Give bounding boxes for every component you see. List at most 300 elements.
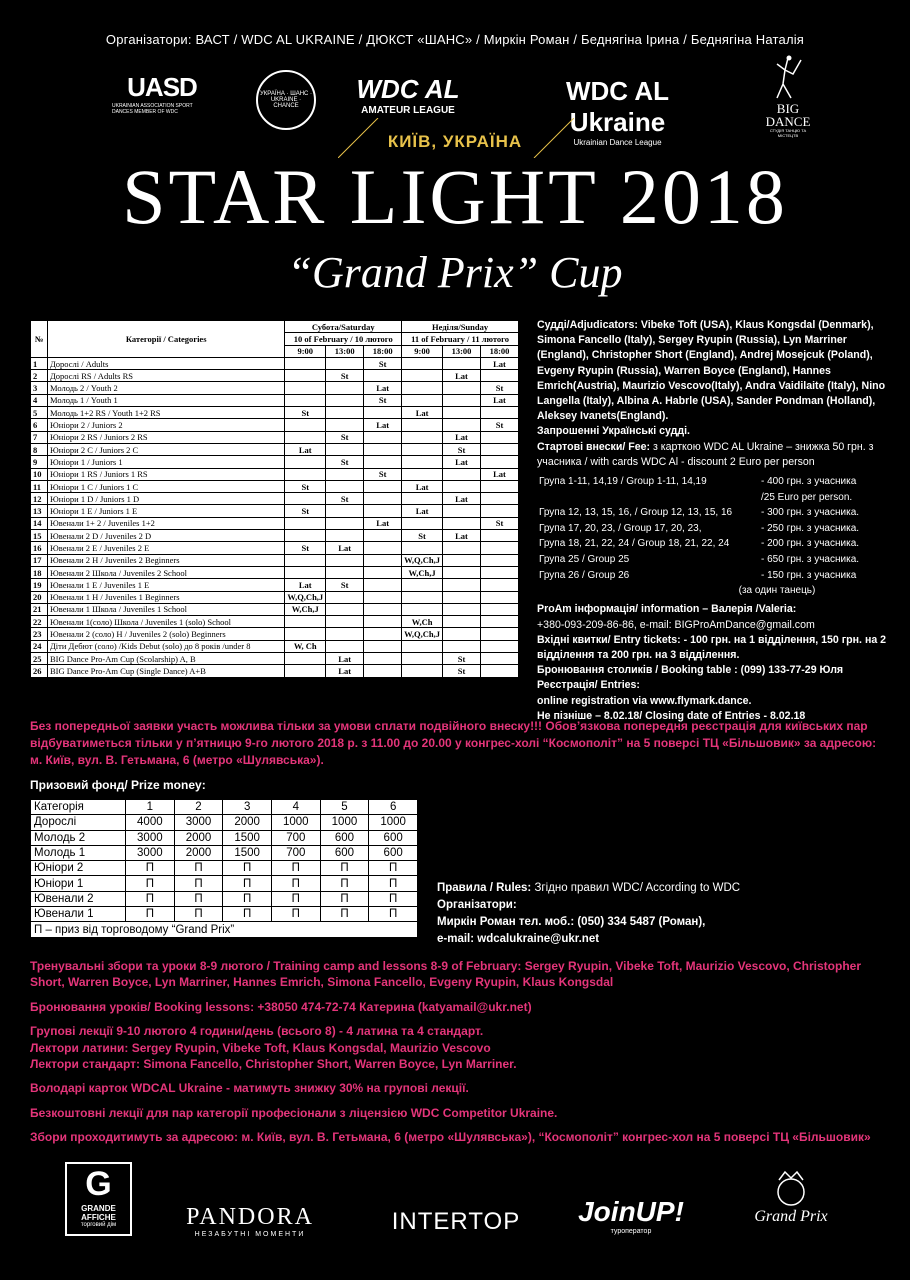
schedule-cell bbox=[402, 493, 443, 505]
pandora-logo bbox=[180, 1204, 320, 1238]
schedule-cell bbox=[481, 480, 519, 492]
fee-row bbox=[537, 521, 887, 537]
fee-list bbox=[537, 474, 887, 583]
prize-title: Призовий фонд/ Prize money: bbox=[30, 778, 206, 792]
schedule-cell: St bbox=[443, 665, 481, 677]
schedule-cell bbox=[364, 443, 402, 455]
prize-row bbox=[31, 861, 418, 876]
schedule-row-number: 14 bbox=[31, 517, 48, 529]
schedule-cell bbox=[285, 394, 326, 406]
entry-tickets: Вхідні квитки/ Entry tickets: - 100 грн. на 1 відділення, 150 грн. на 2 відділення та 200 грн. на 3 відділення. bbox=[537, 633, 887, 661]
schedule-cell: St bbox=[481, 517, 519, 529]
fee-group: Група 25 / Group 25 bbox=[539, 554, 630, 565]
grand-prix-logo-text: Grand Prix bbox=[754, 1208, 828, 1225]
schedule-cell bbox=[481, 505, 519, 517]
schedule-cell bbox=[402, 468, 443, 480]
schedule-row-number: 23 bbox=[31, 628, 48, 640]
schedule-row bbox=[31, 357, 519, 369]
schedule-cell bbox=[364, 616, 402, 628]
prize-value: П bbox=[320, 907, 369, 922]
schedule-cell bbox=[443, 616, 481, 628]
schedule-cell bbox=[364, 653, 402, 665]
schedule-row-number: 5 bbox=[31, 407, 48, 419]
bottom-paragraph: Володарі карток WDCAL Ukraine - матимуть знижку 30% на групові лекції. bbox=[30, 1081, 469, 1096]
schedule-cell bbox=[326, 394, 364, 406]
dancer-icon bbox=[773, 54, 803, 100]
schedule-cell: W, Ch bbox=[285, 640, 326, 652]
event-title: STAR LIGHT 2018 bbox=[122, 153, 788, 240]
schedule-cell bbox=[402, 653, 443, 665]
schedule-cell bbox=[402, 419, 443, 431]
prize-value: П bbox=[369, 891, 418, 906]
bigdance-logo-text: BIG DANCE bbox=[765, 101, 811, 129]
schedule-cell bbox=[443, 382, 481, 394]
schedule-cell: St bbox=[285, 505, 326, 517]
prize-value: П bbox=[369, 861, 418, 876]
schedule-cell bbox=[285, 431, 326, 443]
fee-row bbox=[537, 490, 887, 506]
schedule-cell bbox=[364, 542, 402, 554]
schedule-category: Юніори 1 / Juniors 1 bbox=[48, 456, 285, 468]
schedule-cell bbox=[402, 382, 443, 394]
prize-header-cell: 2 bbox=[174, 800, 223, 815]
prize-value: П bbox=[126, 876, 175, 891]
schedule-cell bbox=[326, 407, 364, 419]
wdcal-logo-text: WDC AL bbox=[356, 74, 460, 104]
schedule-cell bbox=[481, 370, 519, 382]
schedule-time-header: 9:00 bbox=[402, 345, 443, 357]
info-block bbox=[537, 318, 887, 724]
judges-text: Судді/Adjudicators: Vibeke Toft (USA), Klaus Kongsdal (Denmark), Simona Fancello (Italy), Sergey Ryupin (Russia), Lyn Marriner (England), Christopher Short (England), Andrej Mosejcuk (Poland), Evgeny Ryupin (Russia), Warren Boyce (England), Hannes Emrich(Austria), Maurizio Vescovo(Italy), Andra Vaidilaite (Italy), Nino Langella (Italy), Albina A. Habrle (USA), Sander Pondman (Holland), Aleksey Ivanets(England). bbox=[537, 319, 886, 423]
schedule-row-number: 18 bbox=[31, 566, 48, 578]
schedule-row-number: 19 bbox=[31, 579, 48, 591]
prize-value: П bbox=[320, 891, 369, 906]
schedule-cell: W,Q,Ch,J bbox=[285, 591, 326, 603]
schedule-cell bbox=[326, 382, 364, 394]
grande-affiche-logo bbox=[65, 1162, 132, 1236]
fee-group: Група 18, 21, 22, 24 / Group 18, 21, 22, 24 bbox=[539, 538, 730, 550]
schedule-cell: St bbox=[443, 653, 481, 665]
schedule-category: Юніори 2 / Juniors 2 bbox=[48, 419, 285, 431]
prize-value: П bbox=[174, 891, 223, 906]
schedule-cell bbox=[285, 419, 326, 431]
rules-organizers-label: Організатори: bbox=[437, 899, 517, 911]
schedule-cell bbox=[443, 603, 481, 615]
schedule-row bbox=[31, 530, 519, 542]
prize-category: Ювенали 2 bbox=[31, 891, 126, 906]
schedule-cell bbox=[402, 640, 443, 652]
schedule-cell bbox=[402, 456, 443, 468]
schedule-row bbox=[31, 468, 519, 480]
pandora-logo-caption: НЕЗАБУТНІ МОМЕНТИ bbox=[194, 1231, 306, 1238]
schedule-cell bbox=[364, 603, 402, 615]
schedule-row-number: 6 bbox=[31, 419, 48, 431]
prize-value: П bbox=[126, 891, 175, 906]
joinup-logo-text: JoinUP! bbox=[578, 1196, 684, 1227]
schedule-cell bbox=[443, 579, 481, 591]
wdcal-ukraine-logo-caption: Ukrainian Dance League bbox=[573, 138, 662, 147]
prize-value: 1000 bbox=[320, 815, 369, 830]
uasd-logo-text: UASD bbox=[127, 72, 197, 102]
schedule-cell: St bbox=[443, 443, 481, 455]
schedule-cell: St bbox=[481, 419, 519, 431]
fee-row bbox=[537, 505, 887, 521]
schedule-time-header: 13:00 bbox=[443, 345, 481, 357]
fee-group: Група 26 / Group 26 bbox=[539, 569, 630, 581]
prize-value: П bbox=[320, 861, 369, 876]
schedule-row-number: 15 bbox=[31, 530, 48, 542]
schedule-row bbox=[31, 431, 519, 443]
wdcal-ukraine-logo bbox=[515, 76, 720, 147]
schedule-cell: St bbox=[326, 579, 364, 591]
schedule-category: Ювенали 2 Н / Juveniles 2 Beginners bbox=[48, 554, 285, 566]
prize-header-cell: 1 bbox=[126, 800, 175, 815]
schedule-cell: St bbox=[364, 468, 402, 480]
wdcal-logo-caption: AMATEUR LEAGUE bbox=[361, 105, 455, 116]
schedule-cell bbox=[285, 628, 326, 640]
rules-line: Правила / Rules: Згідно правил WDC/ According to WDC bbox=[437, 882, 741, 894]
fee-price: - 150 грн. з учасника bbox=[761, 569, 857, 581]
schedule-cell bbox=[364, 456, 402, 468]
schedule-row bbox=[31, 665, 519, 677]
prize-value: 1000 bbox=[369, 815, 418, 830]
schedule-cell bbox=[285, 517, 326, 529]
schedule-cell bbox=[481, 579, 519, 591]
schedule-row-number: 10 bbox=[31, 468, 48, 480]
schedule-cell: St bbox=[402, 530, 443, 542]
grande-affiche-caption: торговий дім bbox=[80, 1222, 117, 1228]
schedule-row bbox=[31, 443, 519, 455]
schedule-row-number: 8 bbox=[31, 443, 48, 455]
schedule-cell: Lat bbox=[443, 493, 481, 505]
fee-group bbox=[537, 490, 761, 506]
schedule-cell bbox=[481, 554, 519, 566]
schedule-cell bbox=[326, 591, 364, 603]
schedule-cell bbox=[364, 505, 402, 517]
schedule-cell bbox=[326, 357, 364, 369]
fee-text: Стартові внески/ Fee: з карткою WDC AL Ukraine – знижка 50 грн. з учасника / with cards WDC Al - discount 2 Euro per person bbox=[537, 440, 874, 468]
schedule-cell bbox=[481, 431, 519, 443]
schedule-category: Діти Дебют (соло) /Kids Debut (solo) до 8 років /under 8 bbox=[48, 640, 285, 652]
prize-header-cell: Категорія bbox=[31, 800, 126, 815]
schedule-cell bbox=[443, 407, 481, 419]
schedule-cell bbox=[326, 517, 364, 529]
prize-row bbox=[31, 876, 418, 891]
schedule-row-number: 7 bbox=[31, 431, 48, 443]
registration-notice: Без попередньої заявки участь можлива тільки за умови сплати подвійного внеску!!! Обов’язкова попередня реєстрація для київських пар відбуватиметься тільки у п’ятницю 9-го лютого 2018 р. з 11.00 до 20.00 у конгрес-холі “Космополіт” на 5 поверсі ТЦ «Більшовик» за адресою: м. Київ, вул. В. Гетьмана, 6 (метро «Шулявська»). bbox=[30, 719, 877, 767]
prize-value: 600 bbox=[369, 830, 418, 845]
prize-value: П bbox=[271, 876, 320, 891]
schedule-cell bbox=[285, 370, 326, 382]
schedule-row bbox=[31, 628, 519, 640]
schedule-cell: St bbox=[364, 394, 402, 406]
schedule-cell bbox=[443, 628, 481, 640]
proam-info: ProAm інформація/ information – Валерія /Valeria: bbox=[537, 603, 797, 616]
prize-row bbox=[31, 907, 418, 922]
pandora-logo-text: PANDORA bbox=[186, 1204, 314, 1230]
schedule-cell: W,Q,Ch,J bbox=[402, 628, 443, 640]
schedule-row bbox=[31, 616, 519, 628]
schedule-cell bbox=[443, 419, 481, 431]
schedule-row bbox=[31, 640, 519, 652]
schedule-saturday-date: 10 of February / 10 лютого bbox=[285, 333, 402, 345]
schedule-category: Молодь 1+2 RS / Youth 1+2 RS bbox=[48, 407, 285, 419]
schedule-cell bbox=[443, 517, 481, 529]
schedule-row bbox=[31, 456, 519, 468]
schedule-cell bbox=[443, 505, 481, 517]
prize-value: 2000 bbox=[223, 815, 272, 830]
schedule-cell bbox=[285, 566, 326, 578]
schedule-cell bbox=[285, 382, 326, 394]
prize-value: 1500 bbox=[223, 845, 272, 860]
schedule-category: Молодь 2 / Youth 2 bbox=[48, 382, 285, 394]
schedule-cell: St bbox=[326, 370, 364, 382]
schedule-cell bbox=[326, 530, 364, 542]
schedule-cell bbox=[326, 480, 364, 492]
schedule-cell bbox=[285, 616, 326, 628]
schedule-cell bbox=[481, 603, 519, 615]
schedule-time-header: 9:00 bbox=[285, 345, 326, 357]
schedule-cell bbox=[326, 419, 364, 431]
schedule-row bbox=[31, 480, 519, 492]
prize-value: 700 bbox=[271, 845, 320, 860]
prize-table bbox=[30, 799, 418, 938]
schedule-category: BIG Dance Pro-Am Cup (Single Dance) A+B bbox=[48, 665, 285, 677]
schedule-cell bbox=[402, 517, 443, 529]
prize-row bbox=[31, 891, 418, 906]
schedule-row bbox=[31, 653, 519, 665]
schedule-cell bbox=[443, 554, 481, 566]
schedule-cell bbox=[364, 566, 402, 578]
prize-value: П bbox=[223, 891, 272, 906]
prize-value: П bbox=[369, 907, 418, 922]
schedule-row-number: 25 bbox=[31, 653, 48, 665]
schedule-cell bbox=[364, 640, 402, 652]
fee-price: - 400 грн. з учасника bbox=[761, 476, 857, 488]
schedule-cell: W,Ch,J bbox=[402, 566, 443, 578]
schedule-cell bbox=[326, 443, 364, 455]
schedule-cell: St bbox=[285, 407, 326, 419]
schedule-cell bbox=[402, 665, 443, 677]
prize-value: П bbox=[174, 861, 223, 876]
crown-icon bbox=[771, 1168, 811, 1208]
schedule-category: Юніори 1 Е / Juniors 1 E bbox=[48, 505, 285, 517]
schedule-cell: Lat bbox=[481, 357, 519, 369]
schedule-row-number: 26 bbox=[31, 665, 48, 677]
schedule-cell: St bbox=[285, 480, 326, 492]
schedule-cell: Lat bbox=[402, 505, 443, 517]
schedule-cell: Lat bbox=[481, 468, 519, 480]
fee-row bbox=[537, 474, 887, 490]
registration-deadline: Не пізніше – 8.02.18/ Closing date of Entries - 8.02.18 bbox=[537, 709, 806, 722]
schedule-category: Ювенали 2 D / Juveniles 2 D bbox=[48, 530, 285, 542]
fee-price: - 250 грн. з учасника. bbox=[761, 522, 860, 534]
table-booking: Бронювання столиків / Booking table : (099) 133-77-29 Юля bbox=[537, 664, 844, 677]
schedule-cell bbox=[402, 443, 443, 455]
schedule-cell bbox=[326, 640, 364, 652]
schedule-cell bbox=[326, 468, 364, 480]
schedule-cell: W,Q,Ch,J bbox=[402, 554, 443, 566]
prize-value: П bbox=[271, 891, 320, 906]
schedule-cell bbox=[285, 653, 326, 665]
prize-footer: П – приз від торговодому “Grand Prix” bbox=[31, 922, 418, 937]
schedule-row bbox=[31, 542, 519, 554]
rules-contact: Миркін Роман тел. моб.: (050) 334 5487 (Роман), bbox=[437, 916, 706, 928]
prize-value: 1500 bbox=[223, 830, 272, 845]
prize-value: П bbox=[174, 876, 223, 891]
schedule-cell bbox=[443, 394, 481, 406]
schedule-cell bbox=[285, 665, 326, 677]
schedule-row bbox=[31, 603, 519, 615]
schedule-cell bbox=[364, 628, 402, 640]
schedule-cell bbox=[326, 628, 364, 640]
schedule-row bbox=[31, 505, 519, 517]
schedule-cell bbox=[364, 370, 402, 382]
fee-price: - 200 грн. з учасника. bbox=[761, 538, 860, 550]
schedule-row-number: 22 bbox=[31, 616, 48, 628]
schedule-row bbox=[31, 394, 519, 406]
schedule-cell bbox=[364, 579, 402, 591]
schedule-cell bbox=[402, 542, 443, 554]
schedule-cell bbox=[481, 640, 519, 652]
prize-row bbox=[31, 845, 418, 860]
schedule-cell bbox=[481, 542, 519, 554]
proam-contact: +380-093-209-86-86, e-mail: BIGProAmDance@gmail.com bbox=[537, 618, 815, 631]
schedule-cell: St bbox=[364, 357, 402, 369]
fee-group: Група 17, 20, 23, / Group 17, 20, 23, bbox=[539, 522, 702, 534]
prize-value: 1000 bbox=[271, 815, 320, 830]
bigdance-logo-caption: СТУДІЯ ТАНЦЮ ТА МІСТЕЦТВ bbox=[769, 128, 807, 138]
prize-value: 2000 bbox=[174, 845, 223, 860]
schedule-cell bbox=[481, 407, 519, 419]
schedule-cell: Lat bbox=[481, 394, 519, 406]
uasd-logo bbox=[112, 72, 212, 132]
schedule-category: Ювенали 1 Е / Juveniles 1 E bbox=[48, 579, 285, 591]
schedule-time-header: 13:00 bbox=[326, 345, 364, 357]
prize-value: П bbox=[126, 907, 175, 922]
registration-online: online registration via www.flymark.dance. bbox=[537, 694, 752, 707]
schedule-cell bbox=[285, 357, 326, 369]
rules-block bbox=[437, 880, 877, 948]
schedule-sunday-header: Неділя/Sunday bbox=[402, 321, 519, 333]
schedule-category: Юніори 1 С / Juniors 1 C bbox=[48, 480, 285, 492]
schedule-cell: St bbox=[326, 431, 364, 443]
prize-value: П bbox=[174, 907, 223, 922]
schedule-row bbox=[31, 566, 519, 578]
fee-price: - 300 грн. з учасника. bbox=[761, 507, 860, 519]
schedule-row-number: 17 bbox=[31, 554, 48, 566]
schedule-category: Ювенали 1(соло) Школа / Juveniles 1 (solo) School bbox=[48, 616, 285, 628]
schedule-cell bbox=[326, 554, 364, 566]
prize-header-cell: 5 bbox=[320, 800, 369, 815]
prize-value: 2000 bbox=[174, 830, 223, 845]
grand-prix-logo bbox=[736, 1168, 846, 1226]
schedule-row-number: 24 bbox=[31, 640, 48, 652]
schedule-cell bbox=[364, 554, 402, 566]
schedule-cell bbox=[402, 591, 443, 603]
prize-value: П bbox=[126, 861, 175, 876]
schedule-cell: W,Ch,J bbox=[285, 603, 326, 615]
schedule-cell: Lat bbox=[443, 530, 481, 542]
schedule-cell bbox=[285, 468, 326, 480]
uasd-logo-caption: UKRAINIAN ASSOCIATION SPORT DANCES MEMBER OF WDC bbox=[112, 103, 193, 115]
prize-category: Молодь 1 bbox=[31, 845, 126, 860]
prize-category: Ювенали 1 bbox=[31, 907, 126, 922]
schedule-cell bbox=[481, 493, 519, 505]
prize-category: Юніори 1 bbox=[31, 876, 126, 891]
wdcal-logo bbox=[352, 74, 464, 120]
prize-value: 600 bbox=[320, 830, 369, 845]
schedule-row bbox=[31, 370, 519, 382]
fee-row bbox=[537, 568, 887, 584]
schedule-cell bbox=[364, 591, 402, 603]
schedule-cell bbox=[326, 566, 364, 578]
schedule-category: Ювенали 1+ 2 / Juveniles 1+2 bbox=[48, 517, 285, 529]
prize-value: 600 bbox=[320, 845, 369, 860]
schedule-cell bbox=[481, 628, 519, 640]
schedule-category: Юніори 1 D / Juniors 1 D bbox=[48, 493, 285, 505]
schedule-category: Ювенали 1 Школа / Juveniles 1 School bbox=[48, 603, 285, 615]
prize-value: П bbox=[223, 907, 272, 922]
prize-header-cell: 3 bbox=[223, 800, 272, 815]
organizers-line: Організатори: ВАСТ / WDC AL UKRAINE / ДЮКСТ «ШАНС» / Миркін Роман / Беднягіна Ірина / Беднягіна Наталія bbox=[105, 32, 805, 47]
shans-logo: УКРАЇНА · ШАНС · UKRAINE · CHANCE bbox=[256, 70, 316, 130]
prize-value: 700 bbox=[271, 830, 320, 845]
schedule-cell bbox=[481, 530, 519, 542]
schedule-row-number: 3 bbox=[31, 382, 48, 394]
schedule-row-number: 13 bbox=[31, 505, 48, 517]
schedule-row bbox=[31, 591, 519, 603]
schedule-cell: Lat bbox=[402, 480, 443, 492]
bottom-paragraph: Збори проходитимуть за адресою: м. Київ, вул. В. Гетьмана, 6 (метро «Шулявська»), “Космополіт” конгрес-хол на 5 поверсі ТЦ «Більшовик» bbox=[30, 1130, 871, 1145]
joinup-logo bbox=[576, 1196, 686, 1235]
schedule-cell: Lat bbox=[285, 579, 326, 591]
schedule-cell: St bbox=[481, 382, 519, 394]
schedule-cell bbox=[285, 530, 326, 542]
intertop-logo: INTERTOP bbox=[391, 1208, 521, 1235]
schedule-sunday-date: 11 of February / 11 лютого bbox=[402, 333, 519, 345]
schedule-cell bbox=[402, 579, 443, 591]
schedule-row-number: 11 bbox=[31, 480, 48, 492]
schedule-cell bbox=[285, 456, 326, 468]
schedule-cell bbox=[443, 357, 481, 369]
schedule-row bbox=[31, 554, 519, 566]
event-city: КИЇВ, УКРАЇНА bbox=[387, 132, 523, 151]
schedule-cell: W,Ch bbox=[402, 616, 443, 628]
schedule-cell: Lat bbox=[364, 382, 402, 394]
schedule-cell: Lat bbox=[402, 407, 443, 419]
prize-category: Юніори 2 bbox=[31, 861, 126, 876]
schedule-row-number: 2 bbox=[31, 370, 48, 382]
bottom-info bbox=[30, 958, 888, 1154]
fee-row bbox=[537, 552, 887, 568]
schedule-cell bbox=[364, 431, 402, 443]
schedule-cell: Lat bbox=[326, 542, 364, 554]
schedule-category: Юніори 2 С / Juniors 2 C bbox=[48, 443, 285, 455]
fee-row bbox=[537, 536, 887, 552]
bottom-paragraph: Бронювання уроків/ Booking lessons: +38050 474-72-74 Катерина (katyamail@ukr.net) bbox=[30, 999, 532, 1014]
fee-group: Група 12, 13, 15, 16, / Group 12, 13, 15, 16 bbox=[539, 507, 733, 519]
schedule-cell: Lat bbox=[443, 431, 481, 443]
schedule-cell bbox=[443, 468, 481, 480]
schedule-row-number: 16 bbox=[31, 542, 48, 554]
schedule-time-header: 18:00 bbox=[364, 345, 402, 357]
schedule-cell bbox=[481, 616, 519, 628]
schedule-cell: Lat bbox=[364, 419, 402, 431]
prize-value: 3000 bbox=[126, 845, 175, 860]
schedule-category: Ювенали 2 Школа / Juveniles 2 School bbox=[48, 566, 285, 578]
schedule-table bbox=[30, 320, 519, 678]
